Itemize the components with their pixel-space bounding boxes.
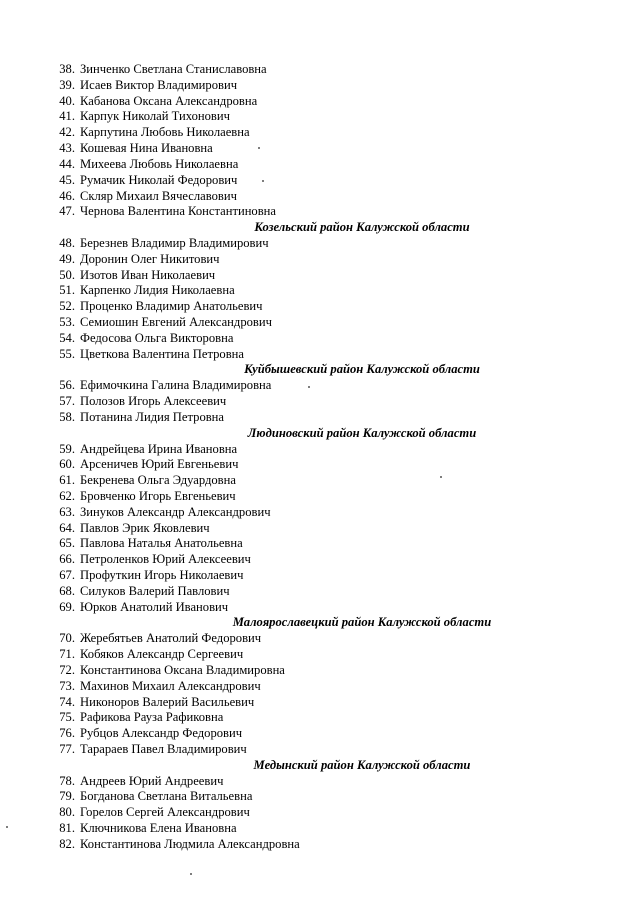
list-item (52, 695, 572, 711)
person-name: Проценко Владимир Анатольевич (80, 299, 263, 314)
list-item (52, 457, 572, 473)
list-item (52, 600, 572, 616)
person-name: Богданова Светлана Витальевна (80, 789, 253, 804)
person-name: Никоноров Валерий Васильевич (80, 694, 255, 709)
item-number: 72. (59, 662, 75, 677)
list-item (52, 805, 572, 821)
item-number: 41. (59, 109, 75, 124)
person-name: Жеребятьев Анатолий Федорович (80, 631, 262, 646)
list-item (52, 821, 572, 837)
person-name: Березнев Владимир Владимирович (80, 235, 269, 250)
list-item (52, 189, 572, 205)
section-heading: Куйбышевский район Калужской области (244, 362, 480, 377)
list-item (52, 505, 572, 521)
person-name: Рубцов Александр Федорович (80, 726, 243, 741)
list-item (52, 663, 572, 679)
item-number: 38. (59, 62, 75, 76)
person-name: Цветкова Валентина Петровна (80, 346, 245, 361)
person-name: Румачик Николай Федорович (80, 172, 238, 187)
scan-speck (308, 386, 310, 388)
document-body (52, 62, 572, 853)
list-item (52, 173, 572, 189)
scan-speck (6, 826, 8, 828)
person-name: Михеева Любовь Николаевна (80, 156, 239, 171)
item-number: 65. (59, 536, 75, 551)
list-item (52, 252, 572, 268)
item-number: 78. (59, 773, 75, 788)
person-name: Зинченко Светлана Станиславовна (80, 62, 267, 76)
person-name: Карпутина Любовь Николаевна (80, 125, 250, 140)
item-number: 52. (59, 299, 75, 314)
item-number: 59. (59, 441, 75, 456)
item-number: 75. (59, 710, 75, 725)
item-number: 54. (59, 330, 75, 345)
person-name: Павлова Наталья Анатольевна (80, 536, 243, 551)
person-name: Андреев Юрий Андреевич (80, 773, 224, 788)
item-number: 73. (59, 678, 75, 693)
item-number: 74. (59, 694, 75, 709)
list-item (52, 837, 572, 853)
list-item (52, 710, 572, 726)
list-item (52, 521, 572, 537)
item-number: 61. (59, 473, 75, 488)
item-number: 60. (59, 457, 75, 472)
item-number: 80. (59, 805, 75, 820)
scan-speck (440, 476, 442, 478)
item-number: 67. (59, 568, 75, 582)
item-number: 48. (59, 235, 75, 250)
scan-speck (190, 873, 192, 875)
item-number: 69. (59, 599, 75, 614)
item-number: 81. (59, 821, 75, 835)
list-item (52, 489, 572, 505)
item-number: 68. (59, 583, 75, 598)
item-number: 62. (59, 488, 75, 503)
list-item (52, 331, 572, 347)
person-name: Ключникова Елена Ивановна (80, 821, 237, 835)
list-item (52, 742, 572, 758)
person-name: Карпук Николай Тихонович (80, 109, 230, 124)
person-name: Арсеничев Юрий Евгеньевич (80, 457, 239, 472)
person-name: Константинова Оксана Владимировна (80, 662, 285, 677)
list-item (52, 125, 572, 141)
list-item (52, 584, 572, 600)
item-number: 47. (59, 204, 75, 219)
person-name: Константинова Людмила Александровна (80, 836, 300, 851)
item-number: 66. (59, 552, 75, 567)
person-name: Зинуков Александр Александрович (80, 504, 271, 519)
item-number: 55. (59, 346, 75, 361)
person-name: Юрков Анатолий Иванович (80, 599, 229, 614)
person-name: Силуков Валерий Павлович (80, 583, 230, 598)
item-number: 53. (59, 315, 75, 329)
item-number: 64. (59, 520, 75, 535)
item-number: 58. (59, 409, 75, 424)
section-heading: Людиновский район Калужской области (247, 425, 477, 440)
list-item (52, 647, 572, 663)
person-name: Доронин Олег Никитович (80, 251, 220, 266)
item-number: 57. (59, 394, 75, 409)
item-number: 63. (59, 504, 75, 519)
item-number: 77. (59, 741, 75, 756)
list-item (52, 283, 572, 299)
list-item (52, 315, 572, 331)
item-number: 51. (59, 283, 75, 298)
list-item (52, 94, 572, 110)
person-name: Бровченко Игорь Евгеньевич (80, 488, 236, 503)
item-number: 42. (59, 125, 75, 140)
item-number: 39. (59, 77, 75, 92)
person-name: Скляр Михаил Вячеславович (80, 188, 237, 203)
person-name: Потанина Лидия Петровна (80, 409, 225, 424)
list-item (52, 157, 572, 173)
list-item (52, 78, 572, 94)
list-item (52, 378, 572, 394)
list-item (52, 568, 572, 584)
person-name: Чернова Валентина Константиновна (80, 204, 277, 219)
list-item (52, 236, 572, 252)
person-name: Полозов Игорь Алексеевич (80, 394, 227, 409)
item-number: 43. (59, 141, 75, 156)
list-item (52, 109, 572, 125)
person-name: Петроленков Юрий Алексеевич (80, 552, 251, 567)
person-name: Горелов Сергей Александрович (80, 805, 250, 820)
scan-speck (258, 147, 260, 149)
list-item (52, 394, 572, 410)
list-item (52, 410, 572, 426)
person-name: Семиошин Евгений Александрович (80, 315, 272, 329)
person-name: Исаев Виктор Владимирович (80, 77, 238, 92)
person-name: Профуткин Игорь Николаевич (80, 568, 244, 582)
item-number: 71. (59, 647, 75, 662)
item-number: 45. (59, 172, 75, 187)
person-name: Изотов Иван Николаевич (80, 267, 216, 282)
list-item (52, 442, 572, 458)
list-item (52, 268, 572, 284)
item-number: 82. (59, 836, 75, 851)
person-name: Павлов Эрик Яковлевич (80, 520, 210, 535)
list-item (52, 726, 572, 742)
person-name: Ефимочкина Галина Владимировна (80, 378, 272, 393)
person-name: Рафикова Рауза Рафиковна (80, 710, 224, 725)
person-name: Кабанова Оксана Александровна (80, 93, 258, 108)
item-number: 46. (59, 188, 75, 203)
scan-speck (262, 180, 264, 182)
section-heading: Малоярославецкий район Калужской области (232, 615, 492, 630)
person-name: Федосова Ольга Викторовна (80, 330, 234, 345)
item-number: 76. (59, 726, 75, 741)
list-item (52, 552, 572, 568)
person-name: Бекренева Ольга Эдуардовна (80, 473, 236, 488)
list-item (52, 347, 572, 363)
list-item (52, 774, 572, 790)
item-number: 49. (59, 251, 75, 266)
list-item (52, 679, 572, 695)
item-number: 44. (59, 156, 75, 171)
item-number: 40. (59, 93, 75, 108)
item-number: 79. (59, 789, 75, 804)
person-name: Махинов Михаил Александрович (80, 678, 261, 693)
person-name: Андрейцева Ирина Ивановна (80, 441, 238, 456)
list-item (52, 204, 572, 220)
person-name: Тарараев Павел Владимирович (80, 741, 247, 756)
list-item (52, 299, 572, 315)
person-name: Кобяков Александр Сергеевич (80, 647, 244, 662)
item-number: 50. (59, 267, 75, 282)
list-item (52, 789, 572, 805)
list-item (52, 631, 572, 647)
item-number: 56. (59, 378, 75, 393)
list-item (52, 62, 572, 78)
item-number: 70. (59, 631, 75, 646)
person-name: Кошевая Нина Ивановна (80, 141, 213, 156)
section-heading: Козельский район Калужской области (254, 220, 470, 235)
section-heading: Медынский район Калужской области (253, 757, 471, 772)
list-item (52, 473, 572, 489)
list-item (52, 141, 572, 157)
list-item (52, 536, 572, 552)
person-name: Карпенко Лидия Николаевна (80, 283, 235, 298)
